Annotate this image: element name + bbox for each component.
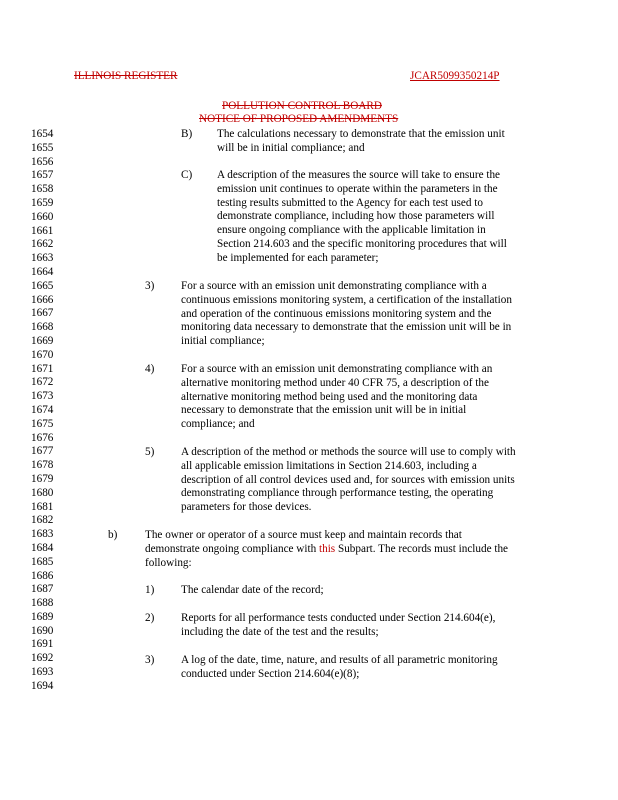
paragraph-C [217, 169, 507, 266]
text-line: A description of the measures the source will take to ensure the [217, 169, 501, 181]
text-line: conducted under Section 214.604(e)(8); [181, 667, 360, 680]
paragraph-b-line2 [145, 543, 508, 557]
line-number: 1671 [31, 362, 54, 375]
line-number: 1659 [31, 196, 54, 209]
text-line: The calculations necessary to demonstrate that the emission unit [217, 128, 505, 140]
text-line: demonstrate compliance, including how those parameters will [217, 210, 495, 223]
marker-b: b) [108, 529, 118, 541]
line-number: 1689 [31, 610, 54, 623]
marker-C: C) [181, 169, 193, 181]
line-number: 1682 [31, 514, 54, 527]
paragraph-b3 [181, 654, 498, 682]
line-number: 1691 [31, 638, 54, 651]
paragraph-b [145, 529, 508, 570]
marker-a5: 5) [145, 446, 155, 458]
marker-a3: 3) [145, 280, 155, 292]
text-line: Section 214.603 and the specific monitoring procedures that will [217, 237, 507, 250]
text-line: ensure ongoing compliance with the applicable limitation in [217, 224, 486, 237]
paragraph-a3 [181, 280, 512, 349]
text-line: For a source with an emission unit demonstrating compliance with an [181, 363, 493, 375]
line-number: 1679 [31, 472, 54, 485]
paragraph-a4 [181, 363, 492, 432]
jcar-code: JCAR5099350214P [410, 70, 500, 82]
text-line: Reports for all performance tests conducted under Section 214.604(e), [181, 612, 496, 624]
paragraph-b1 [181, 584, 324, 598]
line-number: 1672 [31, 376, 54, 389]
line-number: 1687 [31, 583, 54, 596]
line-number: 1673 [31, 390, 54, 403]
line-number: 1690 [31, 624, 54, 637]
text-line: description of all control devices used and, for sources with emission units [181, 473, 515, 486]
text-line: For a source with an emission unit demonstrating compliance with a [181, 280, 487, 292]
text-line: A description of the method or methods the source will use to comply with [181, 446, 516, 458]
marker-b2: 2) [145, 612, 155, 624]
line-number: 1670 [31, 348, 54, 361]
line-number: 1667 [31, 307, 54, 320]
text-line: alternative monitoring method being used and the monitoring data [181, 390, 478, 403]
line-number: 1693 [31, 666, 54, 679]
line-number: 1677 [31, 445, 54, 458]
notice-heading: NOTICE OF PROPOSED AMENDMENTS [199, 113, 399, 125]
line-number: 1684 [31, 541, 54, 554]
text-line: necessary to demonstrate that the emission unit will be in initial [181, 404, 467, 417]
paragraph-b-line1: The owner or operator of a source must keep and maintain records that [145, 529, 462, 541]
line-number: 1685 [31, 555, 54, 568]
line2-post: Subpart. The records must include the [335, 542, 509, 555]
line-number: 1663 [31, 252, 54, 265]
line-number: 1669 [31, 334, 54, 347]
line-number: 1680 [31, 486, 54, 499]
line-number: 1694 [31, 679, 54, 692]
line2-pre: demonstrate ongoing compliance with [145, 542, 319, 555]
line-number: 1655 [31, 141, 54, 154]
paragraph-a5 [181, 446, 516, 515]
line-number: 1681 [31, 500, 54, 513]
text-line: will be in initial compliance; and [217, 141, 365, 154]
text-line: be implemented for each parameter; [217, 251, 379, 264]
line-number: 1676 [31, 431, 54, 444]
line-numbers [31, 128, 61, 694]
line-number: 1656 [31, 155, 54, 168]
line-number: 1657 [31, 169, 54, 182]
text-line: emission unit continues to operate within the parameters in the [217, 182, 498, 195]
line-number: 1662 [31, 238, 54, 251]
line-number: 1686 [31, 569, 54, 582]
text-line: demonstrating compliance through performance testing, the operating [181, 487, 494, 500]
line-number: 1658 [31, 183, 54, 196]
text-line: parameters for those devices. [181, 501, 312, 514]
paragraph-B [217, 128, 505, 156]
marker-a4: 4) [145, 363, 155, 375]
text-line: continuous emissions monitoring system, a certification of the installation [181, 293, 512, 306]
text-line: A log of the date, time, nature, and results of all parametric monitoring [181, 654, 498, 666]
line-number: 1665 [31, 279, 54, 292]
text-line: alternative monitoring method under 40 CFR 75, a description of the [181, 376, 489, 389]
paragraph-b-line3: following: [145, 556, 192, 569]
line-number: 1683 [31, 528, 54, 541]
line-number: 1692 [31, 652, 54, 665]
text-line: compliance; and [181, 418, 255, 431]
line2-inserted-word: this [319, 542, 336, 555]
text-line: testing results submitted to the Agency for each test used to [217, 196, 483, 209]
board-name: POLLUTION CONTROL BOARD [222, 100, 382, 112]
line-number: 1668 [31, 321, 54, 334]
text-line: initial compliance; [181, 335, 265, 348]
line-number: 1678 [31, 459, 54, 472]
paragraph-b2 [181, 612, 495, 640]
line-number: 1664 [31, 265, 54, 278]
line-number: 1688 [31, 597, 54, 610]
text-line: The calendar date of the record; [181, 584, 324, 596]
text-line: all applicable emission limitations in Section 214.603, including a [181, 459, 477, 472]
line-number: 1654 [31, 128, 54, 140]
marker-b3: 3) [145, 654, 155, 666]
line-number: 1661 [31, 224, 54, 237]
marker-b1: 1) [145, 584, 155, 596]
line-number: 1675 [31, 417, 54, 430]
line-number: 1660 [31, 210, 54, 223]
line-number: 1666 [31, 293, 54, 306]
marker-B: B) [181, 128, 193, 140]
text-line: including the date of the test and the results; [181, 625, 379, 638]
text-line: monitoring data necessary to demonstrate that the emission unit will be in [181, 321, 512, 334]
text-line: and operation of the continuous emissions monitoring system and the [181, 307, 492, 320]
line-number: 1674 [31, 403, 54, 416]
register-title: ILLINOIS REGISTER [74, 70, 178, 82]
